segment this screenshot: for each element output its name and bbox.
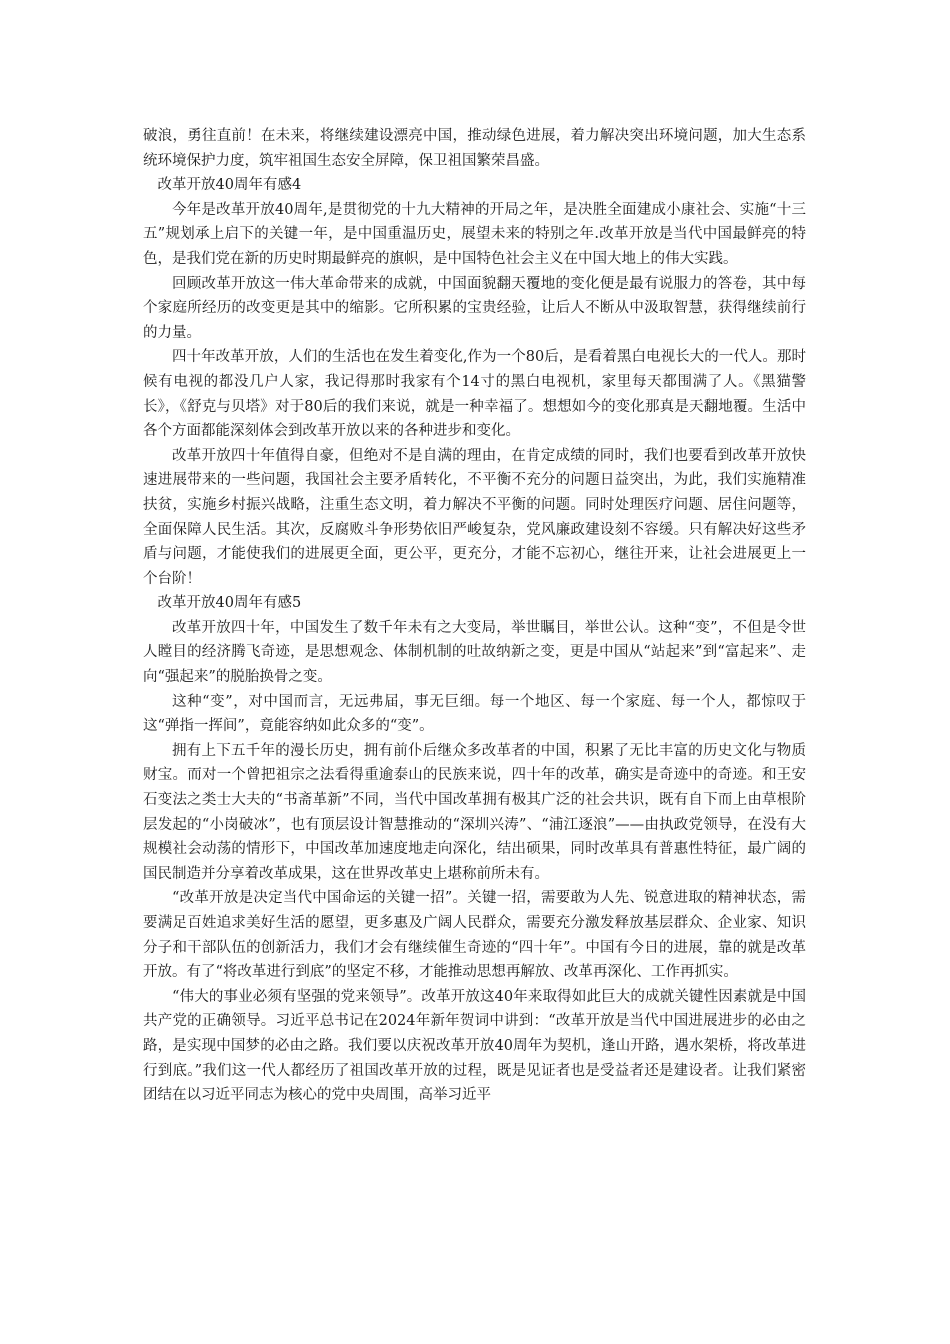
- paragraph: 拥有上下五千年的漫长历史，拥有前仆后继众多改革者的中国，积累了无比丰富的历史文化与物质财宝。而对一个曾把祖宗之法看得重逾泰山的民族来说，四十年的改革，确实是奇迹中的奇迹。和王安石变法之类士大夫的“书斋革新”不同，当代中国改革拥有极其广泛的社会共识，既有自下而上由草根阶层发起的“小岗破冰”，也有顶层设计智慧推动的“深圳兴涛”、“浦江逐浪”——由执政党领导，在没有大规模社会动荡的情形下，中国改革加速度地走向深化，结出硕果，同时改革具有普惠性特征，最广阔的国民制造并分享着改革成果，这在世界改革史上堪称前所未有。: [143, 742, 806, 882]
- paragraph: “伟大的事业必须有坚强的党来领导”。改革开放这40年来取得如此巨大的成就关键性因素就是中国共产党的正确领导。习近平总书记在2024年新年贺词中讲到：“改革开放是当代中国进展进步的必由之路，是实现中国梦的必由之路。我们要以庆祝改革开放40周年为契机，逢山开路，遇水架桥，将改革进行到底。”我们这一代人都经历了祖国改革开放的过程，既是见证者也是受益者还是建设者。让我们紧密团结在以习近平同志为核心的党中央周围，高举习近平: [143, 988, 806, 1104]
- continuation-paragraph: 破浪，勇往直前！在未来，将继续建设漂亮中国，推动绿色进展，着力解决突出环境问题，加大生态系统环境保护力度，筑牢祖国生态安全屏障，保卫祖国繁荣昌盛。: [143, 128, 806, 169]
- section-title-4: 改革开放40周年有感4: [157, 177, 302, 194]
- paragraph: 改革开放四十年，中国发生了数千年未有之大变局，举世瞩目，举世公认。这种“变”，不但是令世人瞠目的经济腾飞奇迹，是思想观念、体制机制的吐故纳新之变，更是中国从“站起来”到“富起来”、走向“强起来”的脱胎换骨之变。: [143, 619, 806, 686]
- paragraph: 这种“变”，对中国而言，无远弗届，事无巨细。每一个地区、每一个家庭、每一个人，都惊叹于这“弹指一挥间”，竟能容纳如此众多的“变”。: [143, 693, 806, 735]
- paragraph: 今年是改革开放40周年,是贯彻党的十九大精神的开局之年，是决胜全面建成小康社会、实施“十三五”规划承上启下的关键一年，是中国重温历史，展望未来的特别之年.改革开放是当代中国最鲜亮的特色，是我们党在新的历史时期最鲜亮的旗帜，是中国特色社会主义在中国大地上的伟大实践。: [143, 201, 806, 267]
- paragraph: 回顾改革开放这一伟大革命带来的成就，中国面貌翻天覆地的变化便是最有说服力的答卷，其中每个家庭所经历的改变更是其中的缩影。它所积累的宝贵经验，让后人不断从中汲取智慧，获得继续前行的力量。: [143, 275, 806, 341]
- paragraph: 改革开放四十年值得自豪，但绝对不是自满的理由，在肯定成绩的同时，我们也要看到改革开放快速进展带来的一些问题，我国社会主要矛盾转化，不平衡不充分的问题日益突出，为此，我们实施精准扶贫，实施乡村振兴战略，注重生态文明，着力解决不平衡的问题。同时处理医疗问题、居住问题等，全面保障人民生活。其次，反腐败斗争形势依旧严峻复杂，党风廉政建设刻不容缓。只有解决好这些矛盾与问题，才能使我们的进展更全面，更公平，更充分，才能不忘初心，继往开来，让社会进展更上一个台阶！: [143, 447, 806, 587]
- paragraph: 四十年改革开放，人们的生活也在发生着变化,作为一个80后，是看着黑白电视长大的一代人。那时候有电视的都没几户人家，我记得那时我家有个14寸的黑白电视机，家里每天都围满了人。《黑猫警长》，《舒克与贝塔》对于80后的我们来说，就是一种幸福了。想想如今的变化那真是天翻地覆。生活中各个方面都能深刻体会到改革开放以来的各种进步和变化。: [143, 349, 806, 440]
- document-page: [143, 124, 806, 1108]
- section-title-5: 改革开放40周年有感5: [157, 595, 302, 612]
- paragraph: “改革开放是决定当代中国命运的关键一招”。关键一招，需要敢为人先、锐意进取的精神状态，需要满足百姓追求美好生活的愿望，更多惠及广阔人民群众，需要充分激发释放基层群众、企业家、知识分子和干部队伍的创新活力，我们才会有继续催生奇迹的“四十年”。中国有今日的进展，靠的就是改革开放。有了“将改革进行到底”的坚定不移，才能推动思想再解放、改革再深化、工作再抓实。: [143, 890, 806, 981]
